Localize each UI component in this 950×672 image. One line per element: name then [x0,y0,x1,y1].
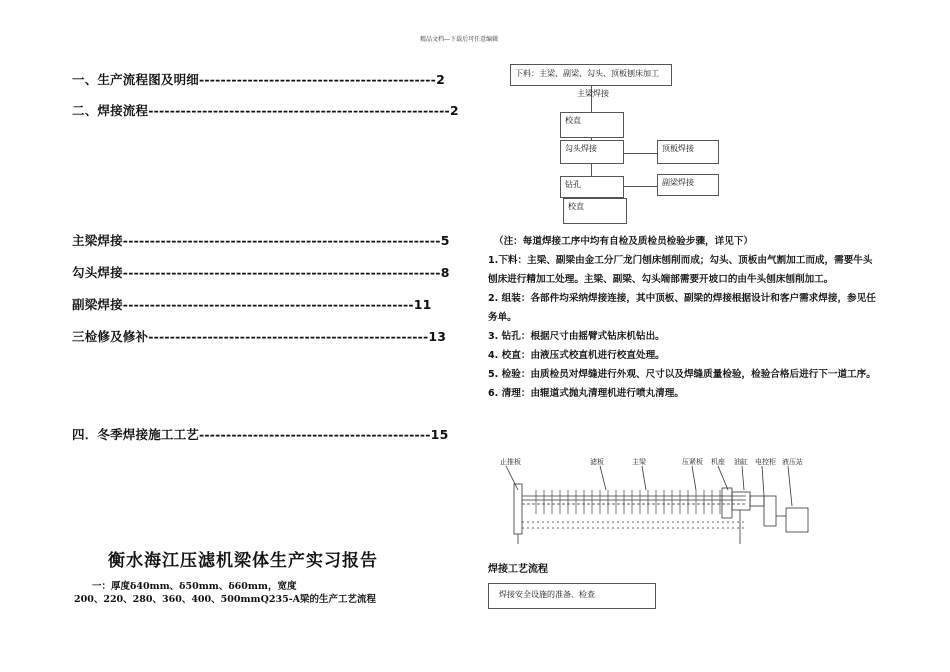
report-subtitle-line1: 一：厚度δ40mm、δ50mm、δ60mm，宽度 [92,581,297,592]
flow-connector [624,186,657,187]
note-1: 1.下料：主梁、副梁由金工分厂龙门刨床刨削而成；勾头、顶板由气割加工而成，需要牛头刨床进行精加工处理。主梁、副梁、勾头端部需要开坡口的由牛头刨床刨削加工。 [488,255,873,285]
report-subtitle-line2: 200、220、280、360、400、500mmQ235-A梁的生产工艺流程 [74,594,377,605]
welding-process-title: 焊接工艺流程 [488,564,548,575]
note-5: 5. 检验：由质检员对焊缝进行外观、尺寸以及焊缝质量检验，检验合格后进行下一道工序。 [488,369,876,380]
flow-box-drilling: 钻孔 [560,176,624,198]
toc-item-1[interactable]: 一、生产流程图及明细--------------------------------------------2 [72,72,445,87]
note-2: 2. 组装：各部件均采纳焊接连接，其中顶板、副梁的焊接根据设计和客户需求焊接，参见任务单。 [488,293,876,323]
filter-press-diagram [496,466,816,546]
machine-label-press-plate: 压紧板 [682,458,703,466]
welding-prep-box: 焊接安全设施的准备、检查 [488,583,656,609]
flow-connector [591,164,592,176]
flow-box-sub-beam: 副梁焊接 [657,174,719,196]
report-title: 衡水海江压滤机梁体生产实习报告 [108,551,378,571]
process-notes [488,232,880,403]
flow-box-top-plate: 顶板焊接 [657,140,719,164]
machine-label-filter-plate: 滤板 [590,458,604,466]
machine-label-thrust-plate: 止推板 [500,458,521,466]
machine-label-base: 机座 [711,458,725,466]
toc-item-7[interactable]: 四．冬季焊接施工工艺-------------------------------------------15 [72,427,449,442]
note-6: 6. 清理：由辊道式抛丸清理机进行喷丸清理。 [488,388,684,399]
toc-item-4[interactable]: 勾头焊接-----------------------------------------------------------8 [72,265,450,280]
flow-box-cutting: 下料：主梁、副梁、勾头、顶板刨床加工 [510,64,672,86]
toc-item-3[interactable]: 主梁焊接-----------------------------------------------------------5 [72,233,450,248]
note-4: 4. 校直：由液压式校直机进行校直处理。 [488,350,665,361]
flow-connector [624,153,657,154]
flow-box-straighten-2: 校直 [563,198,627,224]
flow-box-main-beam: 主梁焊接 [577,89,609,98]
toc-item-6[interactable]: 三检修及修补----------------------------------------------------13 [72,329,447,344]
machine-label-hydraulic-station: 液压站 [782,458,803,466]
note-intro: （注：每道焊接工序中均有自检及质检员检验步骤，详见下） [494,236,754,247]
machine-label-control-cabinet: 电控柜 [755,458,776,466]
toc-item-2[interactable]: 二、焊接流程--------------------------------------------------------2 [72,103,459,118]
header-note: 精品文档---下载后可任意编辑 [420,36,499,43]
flow-box-straighten-1: 校直 [560,112,624,138]
machine-label-cylinder: 油缸 [734,458,748,466]
machine-label-main-beam: 主梁 [632,458,646,466]
toc-item-5[interactable]: 副梁焊接------------------------------------------------------11 [72,297,432,312]
flow-box-hook: 勾头焊接 [560,140,624,164]
note-3: 3. 钻孔：根据尺寸由摇臂式钻床机钻出。 [488,331,665,342]
